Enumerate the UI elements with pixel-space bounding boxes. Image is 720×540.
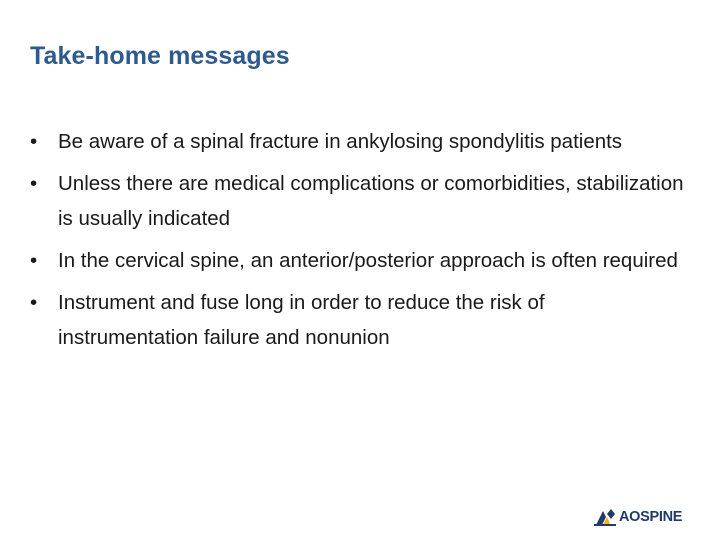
bullet-item	[30, 285, 690, 355]
aospine-logo	[594, 506, 682, 528]
aospine-logo-icon	[594, 508, 616, 526]
bullet-marker: •	[30, 172, 38, 195]
bullet-marker: •	[30, 249, 38, 272]
bullet-item	[30, 124, 690, 159]
bullet-text: Instrument and fuse long in order to reduce the risk of instrumentation failure and nonunion	[58, 291, 545, 349]
bullet-text: Be aware of a spinal fracture in ankylosing spondylitis patients	[58, 130, 623, 153]
bullet-item	[30, 243, 690, 278]
bullet-marker: •	[30, 291, 38, 314]
bullet-list	[30, 124, 690, 362]
bullet-text: In the cervical spine, an anterior/posterior approach is often required	[58, 249, 678, 272]
bullet-text: Unless there are medical complications or comorbidities, stabilization is usually indicated	[58, 172, 684, 230]
bullet-marker: •	[30, 130, 38, 153]
aospine-logo-text: AOSPINE	[619, 509, 683, 525]
slide-title: Take-home messages	[30, 42, 290, 70]
bullet-item	[30, 166, 690, 236]
